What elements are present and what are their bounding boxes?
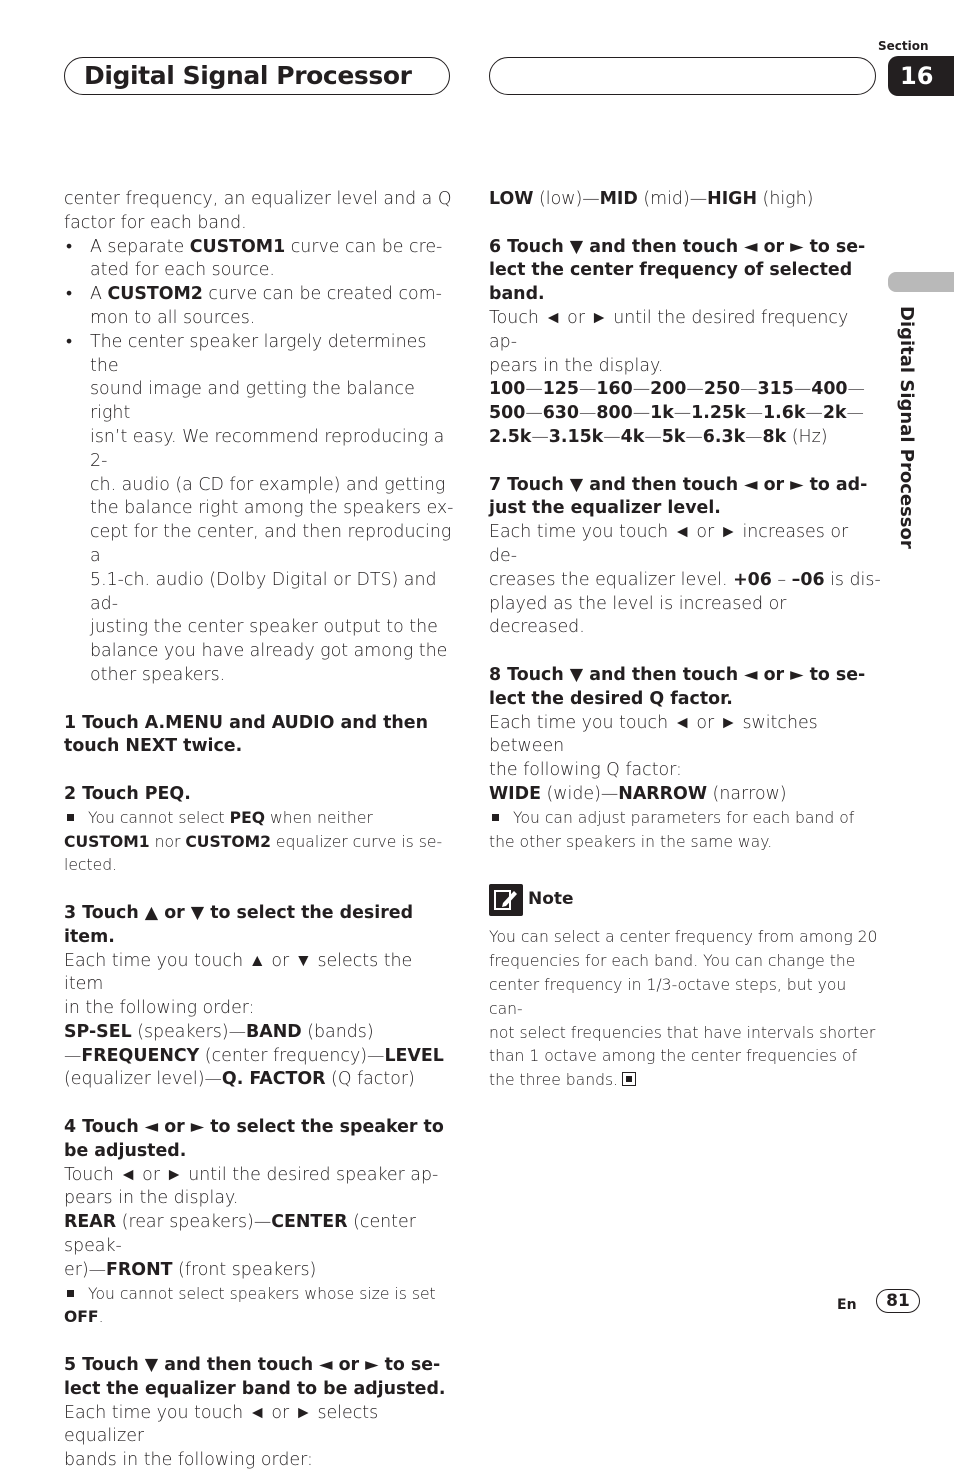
step-body: played as the level is increased or decreased. (489, 593, 787, 638)
section-number-badge: 16 (888, 56, 954, 96)
option-list: LOW (low)—MID (mid)—HIGH (high) (489, 189, 814, 209)
option-list: —FREQUENCY (center frequency)—LEVEL (64, 1045, 444, 1066)
step-heading: 5 Touch ▼ and then touch ◄ or ► to se- (64, 1355, 441, 1376)
frequency-list: 500—630—800—1k—1.25k—1.6k—2k— (489, 403, 864, 424)
step-note: You cannot select PEQ when neither (64, 807, 456, 831)
step-body: Each time you touch ▲ or ▼ selects the item (64, 950, 413, 995)
intro-line: factor for each band. (64, 212, 247, 233)
note-text: You can select a center frequency from among 20 (489, 928, 878, 947)
step-body: pears in the display. (489, 355, 664, 376)
frequency-list: 100—125—160—200—250—315—400— (489, 379, 865, 400)
step-heading: just the equalizer level. (489, 498, 721, 519)
step-note: lected. (64, 856, 118, 875)
side-section-label: Digital Signal Processor (896, 306, 917, 549)
step-heading: 8 Touch ▼ and then touch ◄ or ► to se- (489, 664, 866, 685)
step-heading: be adjusted. (64, 1140, 187, 1161)
step-note: You can adjust parameters for each band of (489, 807, 881, 831)
step-heading: 2 Touch PEQ. (64, 783, 191, 804)
step-heading: lect the equalizer band to be adjusted. (64, 1378, 446, 1399)
step-body: pears in the display. (64, 1188, 239, 1209)
language-label: En (837, 1297, 857, 1313)
left-column (64, 188, 456, 1473)
step-body: creases the equalizer level. +06 – –06 is dis- (489, 569, 881, 590)
step-body: Each time you touch ◄ or ► selects equalizer (64, 1402, 379, 1447)
step-body: Each time you touch ◄ or ► increases or de- (489, 522, 849, 566)
step-note: the other speakers in the same way. (489, 832, 773, 851)
option-list: er)—FRONT (front speakers) (64, 1259, 317, 1280)
step-body: in the following order: (64, 998, 255, 1019)
note-text: center frequency in 1/3-octave steps, but you can- (489, 975, 847, 1018)
option-list: (equalizer level)—Q. FACTOR (Q factor) (64, 1069, 415, 1090)
step-heading: 1 Touch A.MENU and AUDIO and then (64, 712, 428, 733)
bullet-item: • The center speaker largely determines the sound image and getting the balance right isn’t easy. We recommend reproducing a 2- ch. audio (a CD for example) and getting the balance right among the speakers ex- cept for the center, and then reproducing a 5.1-ch. audio (Dolby Digital or DTS) and ad- justing the center speaker output to the balance you have already got among the other speakers. (64, 331, 456, 688)
step-heading: touch NEXT twice. (64, 736, 243, 757)
note-label: Note (528, 889, 574, 910)
right-column (489, 188, 881, 1093)
step-note: You cannot select speakers whose size is set (64, 1283, 456, 1307)
step-body: Touch ◄ or ► until the desired speaker ap- (64, 1164, 439, 1185)
note-text: frequencies for each band. You can change the (489, 952, 856, 971)
page-number: 81 (876, 1289, 920, 1313)
step-note: CUSTOM1 nor CUSTOM2 equalizer curve is se- (64, 832, 443, 851)
note-text: not select frequencies that have intervals shorter (489, 1023, 876, 1042)
note-text: the three bands. (489, 1069, 881, 1093)
step-heading: lect the center frequency of selected band. (489, 260, 853, 305)
step-heading: 6 Touch ▼ and then touch ◄ or ► to se- (489, 236, 866, 257)
step-heading: 4 Touch ◄ or ► to select the speaker to (64, 1117, 444, 1138)
option-list: REAR (rear speakers)—CENTER (center speak- (64, 1212, 416, 1257)
step-body: Touch ◄ or ► until the desired frequency ap- (489, 307, 849, 352)
frequency-list: 2.5k—3.15k—4k—5k—6.3k—8k (Hz) (489, 426, 828, 447)
option-list: SP-SEL (speakers)—BAND (bands) (64, 1021, 374, 1042)
step-note: OFF. (64, 1308, 104, 1327)
option-list: WIDE (wide)—NARROW (narrow) (489, 783, 787, 804)
section-label: Section (878, 39, 929, 53)
note-square-icon (492, 814, 499, 821)
step-body: bands in the following order: (64, 1450, 313, 1471)
step-heading: 3 Touch ▲ or ▼ to select the desired item. (64, 902, 414, 947)
bullet-item: • A separate CUSTOM1 curve can be cre- ated for each source. (64, 236, 456, 284)
note-header (489, 884, 881, 918)
step-heading: lect the desired Q factor. (489, 688, 733, 709)
step-body: Each time you touch ◄ or ► switches between (489, 712, 818, 757)
step-heading: 7 Touch ▼ and then touch ◄ or ► to ad- (489, 474, 868, 495)
page-title: Digital Signal Processor (84, 61, 412, 90)
bullet-item: • A CUSTOM2 curve can be created com- mon to all sources. (64, 283, 456, 331)
header-blank-frame (489, 57, 876, 95)
note-pencil-icon (489, 884, 523, 916)
step-body: the following Q factor: (489, 760, 682, 781)
end-mark-icon (622, 1072, 636, 1086)
note-square-icon (67, 1290, 74, 1297)
note-text: than 1 octave among the center frequencies of (489, 1047, 858, 1066)
side-tab-marker (888, 272, 954, 292)
note-square-icon (67, 814, 74, 821)
intro-line: center frequency, an equalizer level and a Q (64, 189, 452, 209)
